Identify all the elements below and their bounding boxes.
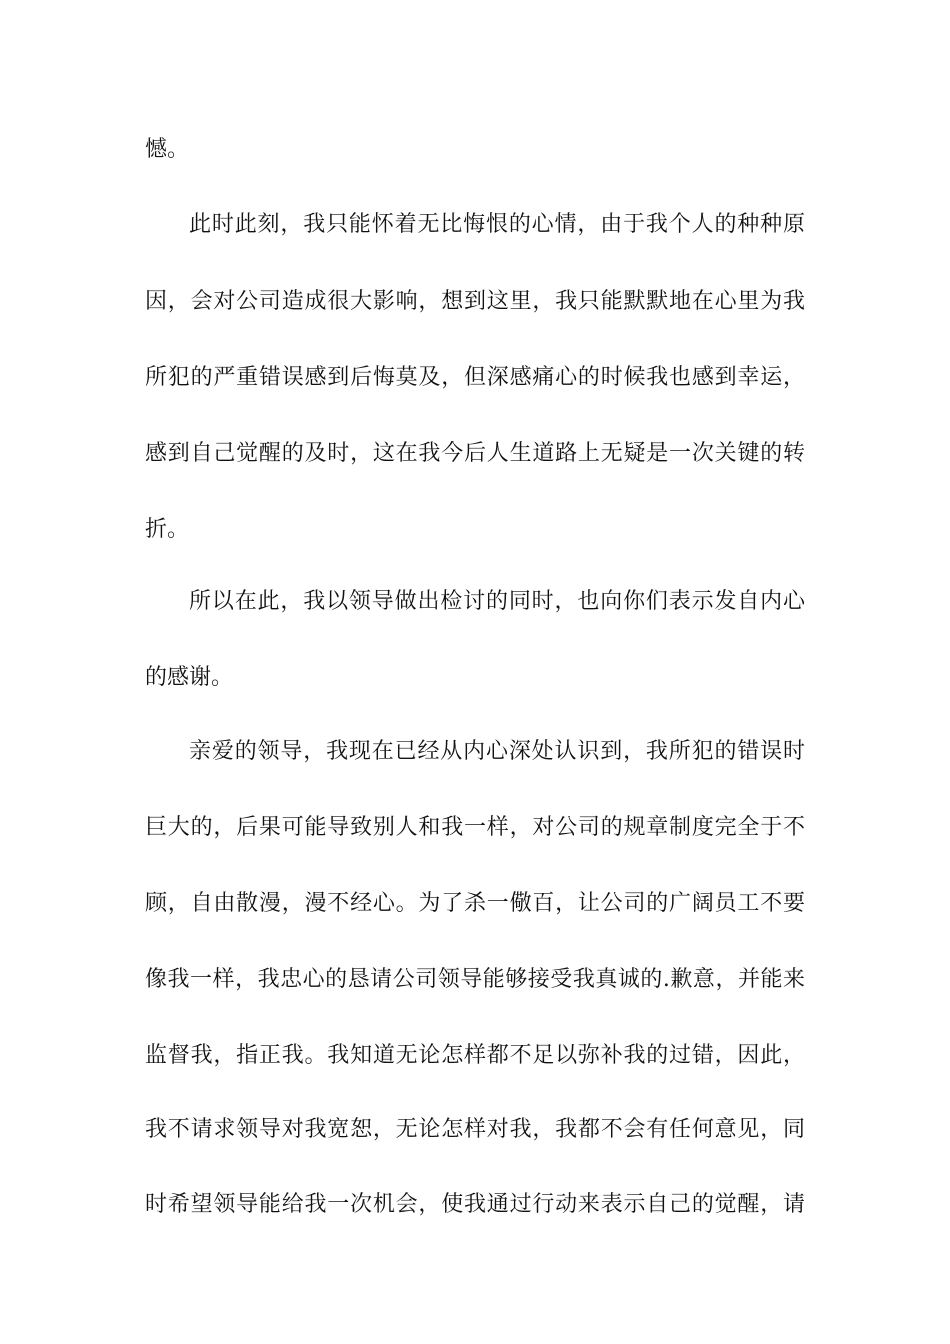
text-line-4: 所犯的严重错误感到后悔莫及，但深感痛心的时候我也感到幸运， <box>145 365 805 390</box>
text-line-3: 因，会对公司造成很大影响，想到这里，我只能默默地在心里为我 <box>145 289 805 314</box>
text-line-11: 顾，自由散漫，漫不经心。为了杀一儆百，让公司的广阔员工不要 <box>145 891 805 916</box>
text-line-9: 亲爱的领导，我现在已经从内心深处认识到，我所犯的错误时 <box>189 739 805 764</box>
text-line-13: 监督我，指正我。我知道无论怎样都不足以弥补我的过错，因此， <box>145 1043 805 1068</box>
text-line-14: 我不请求领导对我宽恕，无论怎样对我，我都不会有任何意见，同 <box>145 1117 805 1142</box>
text-line-5: 感到自己觉醒的及时，这在我今后人生道路上无疑是一次关键的转 <box>145 441 805 466</box>
text-line-12: 像我一样，我忠心的恳请公司领导能够接受我真诚的.歉意，并能来 <box>145 967 805 992</box>
text-line-2: 此时此刻，我只能怀着无比悔恨的心情，由于我个人的种种原 <box>189 212 805 237</box>
text-line-1: 憾。 <box>145 137 190 162</box>
text-line-10: 巨大的，后果可能导致别人和我一样，对公司的规章制度完全于不 <box>145 815 805 840</box>
text-line-15: 时希望领导能给我一次机会，使我通过行动来表示自己的觉醒，请 <box>145 1192 805 1217</box>
text-line-6: 折。 <box>145 517 190 542</box>
text-line-7: 所以在此，我以领导做出检讨的同时，也向你们表示发自内心 <box>189 589 805 614</box>
text-line-8: 的感谢。 <box>145 665 234 690</box>
